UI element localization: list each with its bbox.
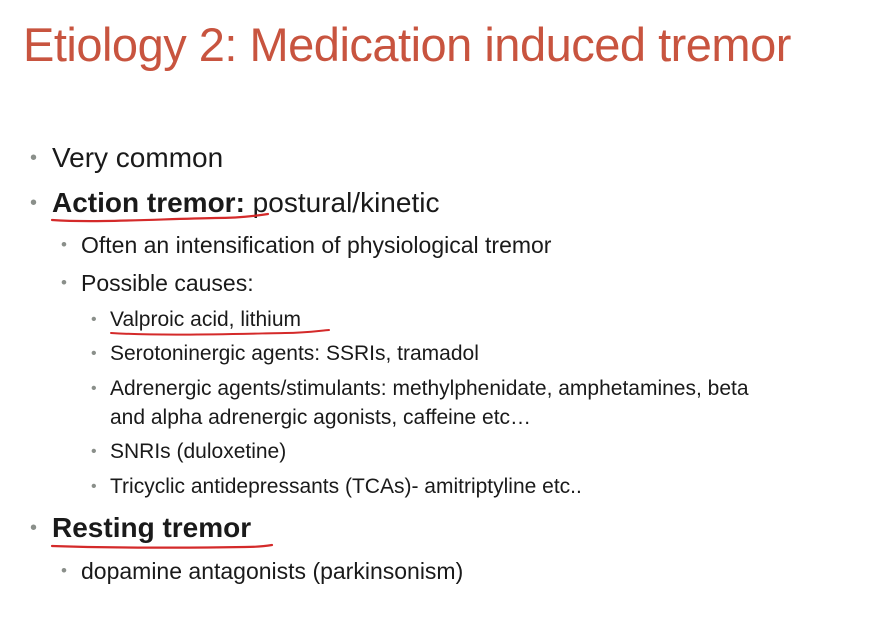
cause-snris: SNRIs (duloxetine) bbox=[110, 440, 287, 463]
cause-serotoninergic: Serotoninergic agents: SSRIs, tramadol bbox=[110, 342, 479, 365]
cause-adrenergic-line2: and alpha adrenergic agonists, caffeine etc… bbox=[110, 406, 532, 429]
cause-valproic: Valproic acid, lithium bbox=[110, 308, 302, 331]
bullet-icon: • bbox=[91, 443, 97, 460]
action-tremor-description: postural/kinetic bbox=[244, 187, 440, 218]
bullet-icon: • bbox=[30, 147, 38, 169]
bullet-action-tremor bbox=[52, 186, 439, 220]
cause-tcas: Tricyclic antidepressants (TCAs)- amitriptyline etc.. bbox=[110, 475, 582, 498]
bullet-icon: • bbox=[30, 517, 38, 539]
bullet-icon: • bbox=[61, 273, 67, 292]
underline-resting-tremor bbox=[52, 545, 272, 548]
bullet-icon: • bbox=[61, 235, 67, 254]
bullet-very-common: Very common bbox=[52, 142, 224, 173]
bullet-icon: • bbox=[91, 345, 97, 362]
bullet-possible-causes: Possible causes: bbox=[81, 270, 254, 296]
slide-title: Etiology 2: Medication induced tremor bbox=[23, 18, 791, 71]
bullet-icon: • bbox=[61, 561, 67, 580]
action-tremor-label: Action tremor: bbox=[52, 187, 245, 218]
bullet-icon: • bbox=[91, 478, 97, 495]
cause-adrenergic-line1: Adrenergic agents/stimulants: methylphenidate, amphetamines, beta bbox=[110, 377, 749, 400]
resting-tremor-label: Resting tremor bbox=[52, 512, 252, 543]
bullet-icon: • bbox=[91, 311, 97, 328]
bullet-icon: • bbox=[30, 192, 38, 214]
bullet-dopamine: dopamine antagonists (parkinsonism) bbox=[81, 558, 464, 584]
bullet-intensification: Often an intensification of physiological tremor bbox=[81, 232, 552, 258]
bullet-resting-tremor bbox=[52, 511, 251, 545]
bullet-icon: • bbox=[91, 380, 97, 397]
